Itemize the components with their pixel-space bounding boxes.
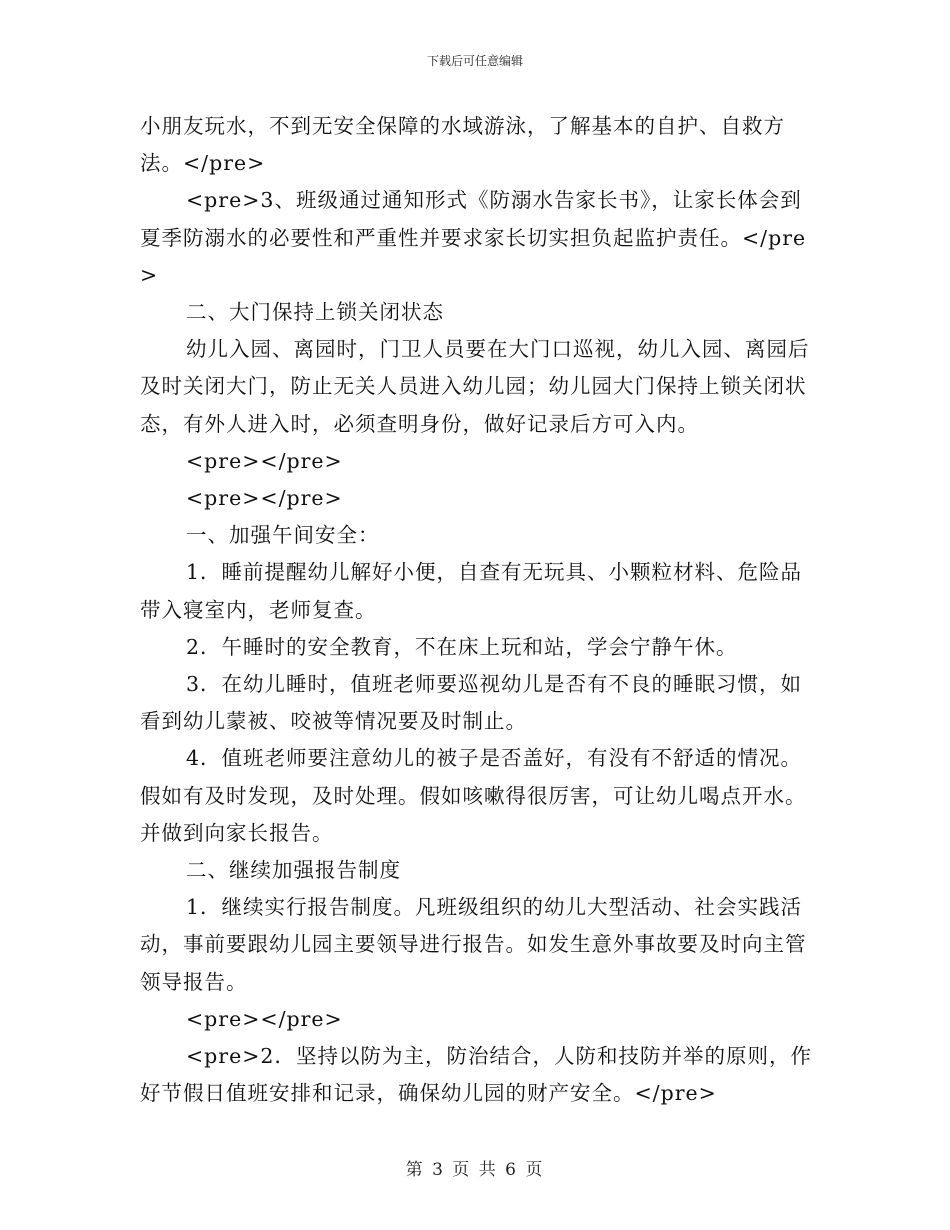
- page-footer: 第 3 页 共 6 页: [405, 1160, 545, 1180]
- paragraph: <pre>2．坚持以防为主，防治结合，人防和技防并举的原则，作好节假日值班安排和记录，确保幼儿园的财产安全。</pre>: [140, 1044, 812, 1106]
- paragraph: <pre></pre>: [186, 448, 343, 473]
- paragraph: <pre>3、班级通过通知形式《防溺水告家长书》，让家长体会到夏季防溺水的必要性和严重性并要求家长切实担负起监护责任。</pre>: [140, 188, 807, 287]
- document-body: [140, 108, 816, 1112]
- paragraph: 1．睡前提醒幼儿解好小便，自查有无玩具、小颗粒材料、危险品带入寝室内，老师复查。: [140, 560, 803, 622]
- section-heading: 二、大门保持上锁关闭状态: [186, 300, 444, 325]
- paragraph: 小朋友玩水，不到无安全保障的水域游泳，了解基本的自护、自救方法。</pre>: [140, 114, 785, 176]
- section-heading: 一、加强午间安全：: [186, 523, 380, 548]
- paragraph: 3．在幼儿睡时，值班老师要巡视幼儿是否有不良的睡眠习惯，如看到幼儿蒙被、咬被等情况要及时制止。: [140, 672, 803, 734]
- paragraph: 幼儿入园、离园时，门卫人员要在大门口巡视，幼儿入园、离园后及时关闭大门，防止无关人员进入幼儿园；幼儿园大门保持上锁关闭状态，有外人进入时，必须查明身份，做好记录后方可入内。: [140, 337, 810, 436]
- page-header: 下载后可任意编辑: [426, 54, 523, 68]
- paragraph: <pre></pre>: [186, 486, 343, 511]
- paragraph: 2．午睡时的安全教育，不在床上玩和站，学会宁静午休。: [186, 634, 738, 659]
- paragraph: 4．值班老师要注意幼儿的被子是否盖好，有没有不舒适的情况。假如有及时发现，及时处理。假如咳嗽得很厉害，可让幼儿喝点开水。并做到向家长报告。: [140, 746, 807, 845]
- paragraph: <pre></pre>: [186, 1006, 343, 1031]
- section-heading: 二、继续加强报告制度: [186, 858, 401, 883]
- paragraph: 1．继续实行报告制度。凡班级组织的幼儿大型活动、社会实践活动，事前要跟幼儿园主要领导进行报告。如发生意外事故要及时向主管领导报告。: [140, 895, 807, 994]
